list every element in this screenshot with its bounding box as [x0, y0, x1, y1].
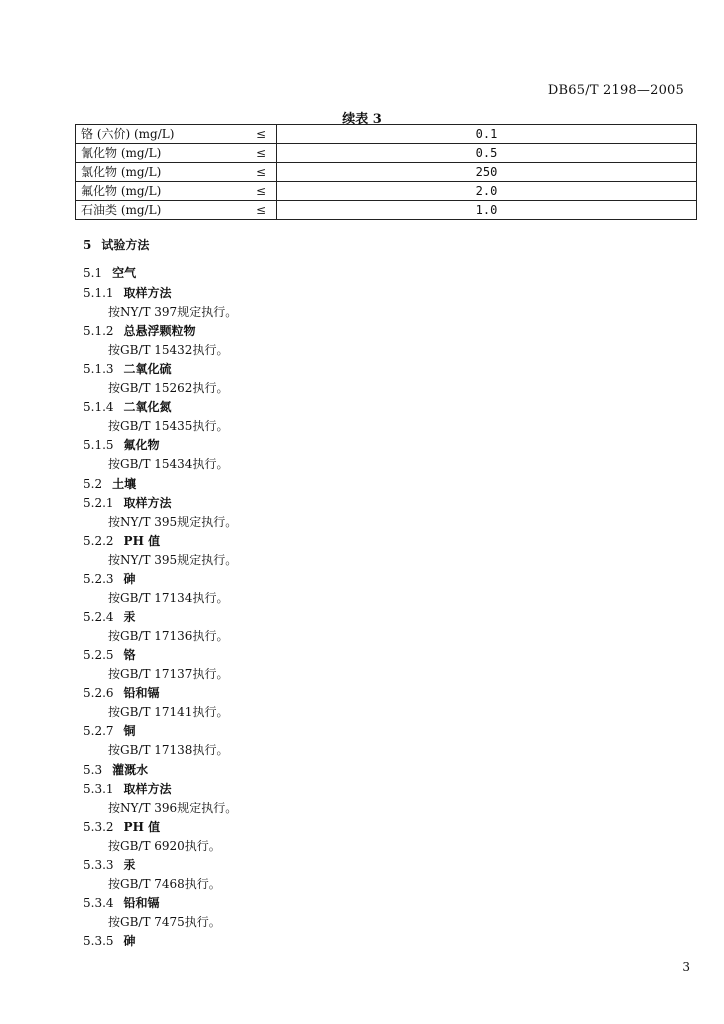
- clause-text: 按NY/T 397规定执行。: [108, 305, 238, 319]
- clause-number: 5.1.1: [83, 286, 114, 300]
- row-operator: ≤: [246, 163, 277, 182]
- clause-number: 5.2.6: [83, 686, 114, 700]
- clause-number: 5.3.4: [83, 896, 114, 910]
- row-name: 氰化物 (mg/L): [76, 144, 247, 163]
- clause-number: 5.3.1: [83, 782, 114, 796]
- clause-text: 按NY/T 395规定执行。: [108, 515, 238, 529]
- clause-heading: [83, 684, 160, 701]
- clause-title: 二氧化氮: [123, 400, 172, 414]
- table-caption: 续表 3: [342, 112, 382, 127]
- clause-text: 按GB/T 17141执行。: [108, 705, 229, 719]
- limits-table: [75, 124, 697, 220]
- clause-number: 5.2.1: [83, 496, 114, 510]
- clause-number: 5.3.5: [83, 934, 114, 948]
- subsection-heading: [83, 761, 148, 778]
- clause-text: 按GB/T 7468执行。: [108, 877, 221, 891]
- table-row: [76, 182, 697, 201]
- clause-title: 取样方法: [123, 782, 172, 796]
- table-row: [76, 144, 697, 163]
- table-row: [76, 163, 697, 182]
- row-value: 0.5: [277, 144, 697, 163]
- subsection-number: 5.2: [83, 477, 103, 491]
- row-name: 石油类 (mg/L): [76, 201, 247, 220]
- clause-text: 按GB/T 17138执行。: [108, 743, 229, 757]
- clause-heading: [83, 284, 172, 301]
- clause-text: 按GB/T 17136执行。: [108, 629, 229, 643]
- clause-number: 5.2.3: [83, 572, 114, 586]
- clause-heading: [83, 608, 136, 625]
- subsection-title: 土壤: [112, 477, 137, 491]
- clause-title: 汞: [123, 858, 136, 872]
- subsection-title: 空气: [112, 266, 137, 280]
- subsection-number: 5.3: [83, 763, 103, 777]
- row-operator: ≤: [246, 182, 277, 201]
- clause-heading: [83, 646, 136, 663]
- clause-heading: [83, 360, 172, 377]
- clause-title: 汞: [123, 610, 136, 624]
- row-value: 250: [277, 163, 697, 182]
- clause-title: 铬: [123, 648, 136, 662]
- section-title: 试验方法: [101, 238, 150, 252]
- clause-title: 砷: [123, 934, 136, 948]
- row-value: 0.1: [277, 125, 697, 144]
- subsection-heading: [83, 475, 136, 492]
- clause-title: 总悬浮颗粒物: [123, 324, 196, 338]
- clause-title: 二氧化硫: [123, 362, 172, 376]
- clause-title: 氟化物: [123, 438, 160, 452]
- clause-number: 5.2.4: [83, 610, 114, 624]
- row-value: 2.0: [277, 182, 697, 201]
- document-id: DB65/T 2198—2005: [547, 83, 684, 98]
- clause-text: 按NY/T 396规定执行。: [108, 801, 238, 815]
- table-row: [76, 125, 697, 144]
- clause-title: 铅和镉: [123, 896, 160, 910]
- clause-text: 按GB/T 17137执行。: [108, 667, 229, 681]
- clause-heading: [83, 532, 160, 549]
- subsection-number: 5.1: [83, 266, 103, 280]
- clause-title: 铅和镉: [123, 686, 160, 700]
- clause-number: 5.3.2: [83, 820, 114, 834]
- clause-text: 按GB/T 15434执行。: [108, 457, 229, 471]
- subsection-title: 灌溉水: [112, 763, 149, 777]
- clause-text: 按NY/T 395规定执行。: [108, 553, 238, 567]
- clause-number: 5.1.2: [83, 324, 114, 338]
- clause-heading: [83, 398, 172, 415]
- section-heading: [83, 236, 149, 253]
- clause-heading: [83, 722, 136, 739]
- clause-heading: [83, 932, 136, 949]
- row-value: 1.0: [277, 201, 697, 220]
- clause-heading: [83, 894, 160, 911]
- clause-number: 5.1.3: [83, 362, 114, 376]
- page-number: 3: [682, 960, 690, 974]
- row-name: 铬 (六价) (mg/L): [76, 125, 247, 144]
- clause-title: PH 值: [123, 534, 161, 548]
- table-row: [76, 201, 697, 220]
- clause-heading: [83, 818, 160, 835]
- clause-heading: [83, 322, 196, 339]
- row-operator: ≤: [246, 125, 277, 144]
- clause-title: 铜: [123, 724, 136, 738]
- clause-number: 5.1.4: [83, 400, 114, 414]
- clause-number: 5.2.7: [83, 724, 114, 738]
- clause-title: 砷: [123, 572, 136, 586]
- row-operator: ≤: [246, 201, 277, 220]
- clause-heading: [83, 436, 160, 453]
- clause-number: 5.2.5: [83, 648, 114, 662]
- clause-text: 按GB/T 15262执行。: [108, 381, 229, 395]
- clause-number: 5.1.5: [83, 438, 114, 452]
- row-operator: ≤: [246, 144, 277, 163]
- clause-text: 按GB/T 17134执行。: [108, 591, 229, 605]
- clause-heading: [83, 780, 172, 797]
- row-name: 氯化物 (mg/L): [76, 163, 247, 182]
- clause-title: 取样方法: [123, 286, 172, 300]
- clause-text: 按GB/T 15435执行。: [108, 419, 229, 433]
- subsection-heading: [83, 264, 136, 281]
- clause-number: 5.3.3: [83, 858, 114, 872]
- clause-heading: [83, 494, 172, 511]
- clause-text: 按GB/T 7475执行。: [108, 915, 221, 929]
- row-name: 氟化物 (mg/L): [76, 182, 247, 201]
- section-number: 5: [83, 238, 92, 252]
- clause-title: 取样方法: [123, 496, 172, 510]
- clause-title: PH 值: [123, 820, 161, 834]
- clause-heading: [83, 856, 136, 873]
- clause-text: 按GB/T 15432执行。: [108, 343, 229, 357]
- clause-heading: [83, 570, 136, 587]
- clause-text: 按GB/T 6920执行。: [108, 839, 221, 853]
- clause-number: 5.2.2: [83, 534, 114, 548]
